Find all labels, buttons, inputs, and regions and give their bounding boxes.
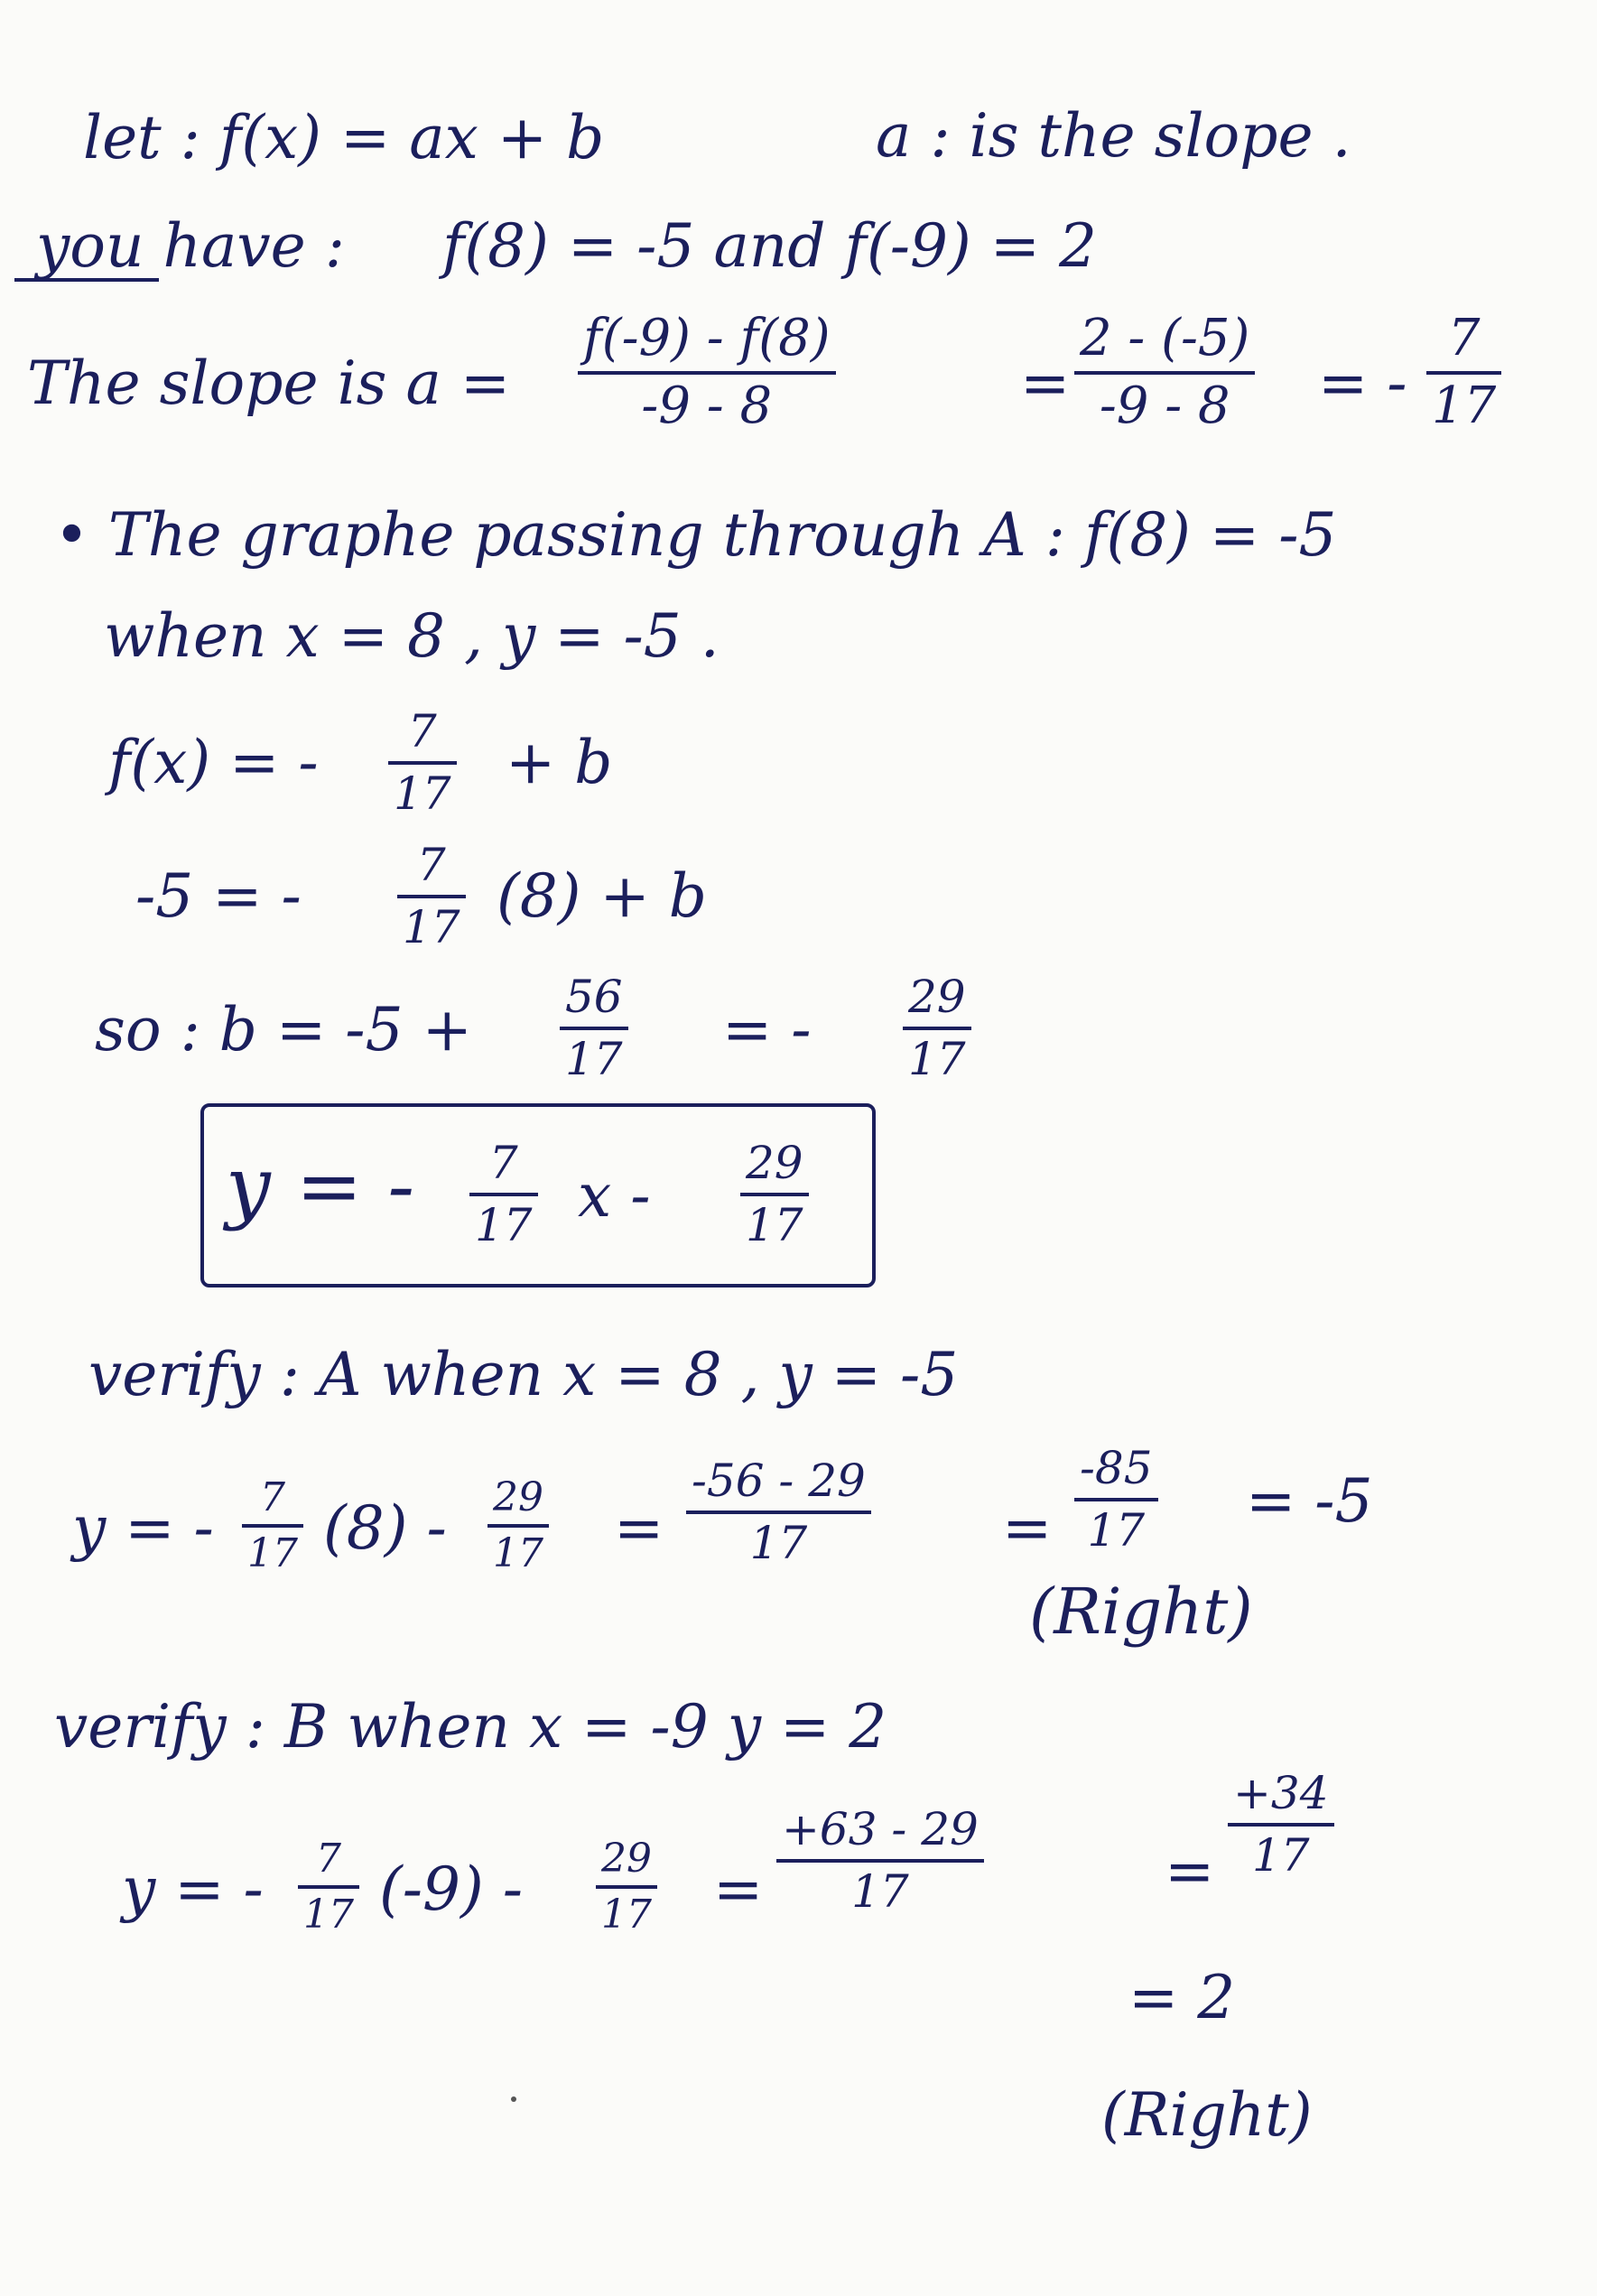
fraction-bar [1074, 371, 1255, 375]
fraction-bar [740, 1193, 809, 1196]
denominator: 17 [749, 1516, 808, 1569]
denominator: 17 [247, 1530, 298, 1577]
denominator: 17 [475, 1198, 533, 1251]
denominator: 17 [908, 1032, 966, 1085]
slope-note: a : is the slope . [876, 101, 1351, 171]
stray-dot [511, 2096, 516, 2102]
slope-fraction-2 [1074, 309, 1255, 435]
boxed-lead: y = - [226, 1139, 415, 1232]
underline [14, 278, 159, 282]
calc-a-fraction-4 [1074, 1442, 1158, 1557]
calc-a-eq2: = [1002, 1493, 1053, 1563]
right-a-check: (Right) [1029, 1575, 1253, 1649]
right-b-check: (Right) [1101, 2080, 1313, 2150]
numerator: +63 - 29 [782, 1803, 979, 1855]
slope-fraction-1 [578, 309, 836, 435]
numerator: 56 [565, 971, 623, 1023]
numerator: -56 - 29 [692, 1455, 866, 1507]
calc-b-fraction-3 [776, 1803, 984, 1918]
fraction-bar [487, 1524, 549, 1528]
boxed-fraction-1 [469, 1139, 538, 1249]
boxed-fraction-2 [740, 1139, 809, 1249]
numerator: 2 - (-5) [1080, 309, 1250, 367]
b-equals: = - [722, 995, 812, 1064]
numerator: 29 [601, 1836, 652, 1882]
slope-fraction-3 [1426, 309, 1501, 435]
substitution-lead: -5 = - [135, 861, 302, 931]
verify-a-heading: verify : A when x = 8 , y = -5 [88, 1340, 959, 1409]
numerator: 29 [746, 1137, 803, 1189]
calc-b-lead: y = - [122, 1854, 264, 1924]
denominator: 17 [493, 1530, 543, 1577]
numerator: 7 [416, 839, 446, 891]
fraction-bar [1074, 1498, 1158, 1501]
equals-sign: = [1020, 349, 1071, 418]
denominator: 17 [851, 1864, 909, 1918]
fraction-bar [298, 1885, 359, 1889]
denominator: 17 [565, 1032, 623, 1085]
calc-b-fraction-1 [298, 1838, 359, 1936]
fraction-bar [1228, 1823, 1334, 1827]
numerator: 7 [260, 1474, 285, 1520]
fraction-bar [686, 1511, 871, 1514]
fraction-bar [1426, 371, 1501, 375]
fraction-bar [596, 1885, 657, 1889]
calc-b-fraction-2 [596, 1838, 657, 1936]
boxed-mid: x - [578, 1161, 651, 1231]
point-a-values: when x = 8 , y = -5 . [104, 601, 720, 671]
fraction-bar [397, 895, 466, 898]
fraction-bar [469, 1193, 538, 1196]
given-label: you have : [36, 211, 345, 281]
numerator: 29 [493, 1474, 543, 1520]
fraction-bar [560, 1027, 628, 1030]
calc-b-eq1: = [713, 1854, 764, 1924]
denominator: -9 - 8 [1099, 376, 1230, 435]
fraction-bar [388, 761, 457, 765]
b-fraction-2 [903, 973, 971, 1083]
fx-fraction [388, 705, 457, 820]
denominator: 17 [1087, 1503, 1146, 1557]
denominator: 17 [1432, 376, 1497, 435]
numerator: 7 [316, 1836, 341, 1882]
numerator: -85 [1080, 1442, 1153, 1494]
numerator: 7 [1447, 309, 1481, 367]
given-values: f(8) = -5 and f(-9) = 2 [442, 211, 1098, 281]
calc-b-mid: (-9) - [379, 1854, 524, 1924]
substitution-tail: (8) + b [497, 861, 707, 931]
result-b: = 2 [1128, 1963, 1236, 2032]
fraction-bar [776, 1859, 984, 1863]
fraction-bar [903, 1027, 971, 1030]
fraction-bar [242, 1524, 303, 1528]
denominator: 17 [746, 1198, 803, 1251]
calc-b-fraction-4 [1228, 1767, 1334, 1882]
denominator: 17 [303, 1892, 354, 1938]
numerator: f(-9) - f(8) [583, 309, 831, 367]
numerator: 7 [488, 1137, 518, 1189]
b-fraction-1 [560, 973, 628, 1083]
calc-a-fraction-1 [242, 1474, 303, 1577]
calc-a-eq1: = [614, 1493, 664, 1563]
calc-b-eq2: = [1165, 1836, 1215, 1906]
denominator: 17 [1251, 1828, 1310, 1882]
denominator: 17 [403, 900, 460, 953]
substitution-fraction [397, 841, 466, 951]
denominator: 17 [601, 1892, 652, 1938]
equals-minus: = - [1318, 349, 1407, 418]
graph-passing-line: • The graphe passing through A : f(8) = -5 [54, 500, 1337, 570]
fx-substitution-lead: f(x) = - [108, 728, 319, 797]
slope-label: The slope is a = [27, 349, 511, 418]
b-solution-lead: so : b = -5 + [95, 995, 472, 1064]
calc-a-result: = -5 [1246, 1466, 1373, 1536]
denominator: 17 [394, 767, 451, 820]
calc-a-fraction-2 [487, 1474, 549, 1577]
calc-a-mid: (8) - [323, 1493, 447, 1563]
numerator: 7 [407, 705, 437, 758]
calc-a-lead: y = - [72, 1493, 214, 1563]
verify-b-heading: verify : B when x = -9 y = 2 [54, 1692, 887, 1762]
numerator: 29 [908, 971, 966, 1023]
denominator: -9 - 8 [641, 376, 773, 435]
function-definition: let : f(x) = ax + b [83, 103, 605, 172]
calc-a-fraction-3 [686, 1455, 871, 1569]
fx-tail: + b [506, 728, 613, 797]
numerator: +34 [1233, 1767, 1329, 1819]
fraction-bar [578, 371, 836, 375]
